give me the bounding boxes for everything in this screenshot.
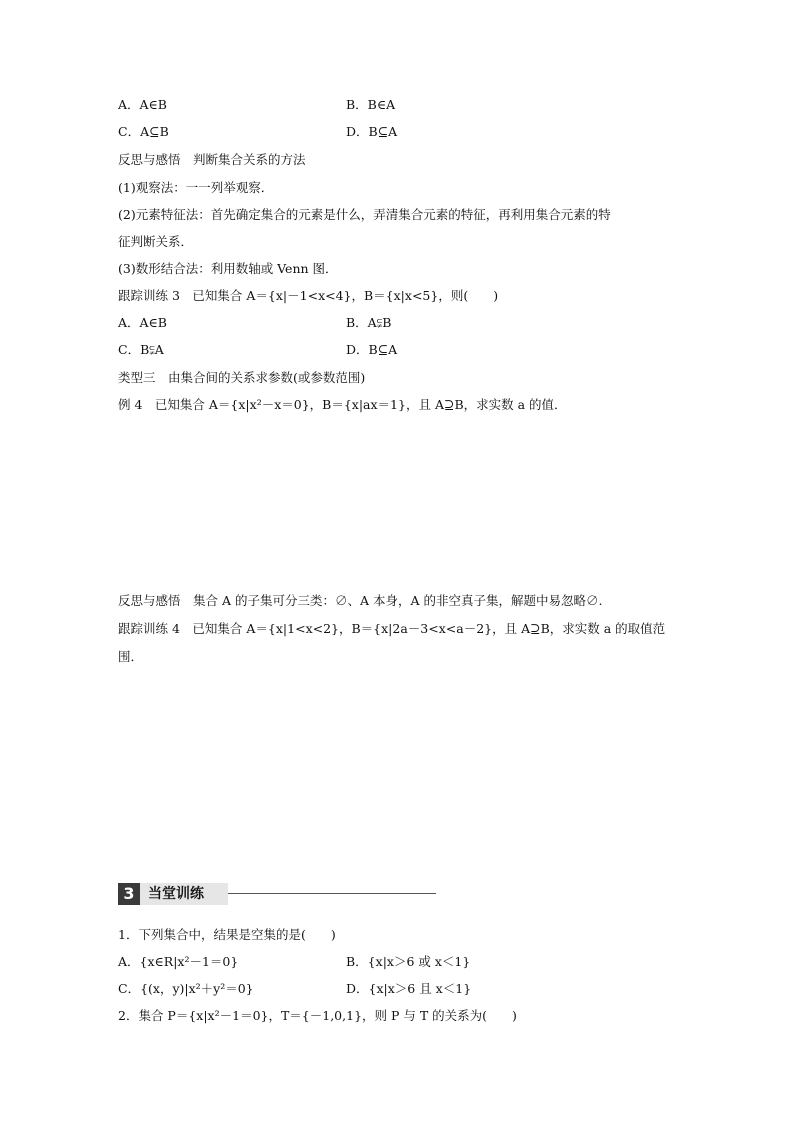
track4-line2: 围． [118, 649, 144, 664]
practice-q1-option-c: C．{(x，y)|x²＋y²＝0} [118, 981, 254, 996]
track3-stem: 跟踪训练 3 已知集合 A＝{x|－1<x<4}，B＝{x|x<5}，则( ) [118, 288, 499, 303]
section-number: 3 [118, 883, 140, 905]
track4-line1: 跟踪训练 4 已知集合 A＝{x|1<x<2}，B＝{x|2a－3<x<a－2}，且 A⊇B，求实数 a 的取值范 [118, 621, 666, 636]
method-number-shape: (3)数形结合法：利用数轴或 Venn 图． [118, 261, 338, 276]
method-observation: (1)观察法：一一列举观察． [118, 180, 274, 195]
prev-option-b: B．B∈A [346, 97, 396, 112]
section-divider [228, 893, 436, 894]
track3-option-a: A．A∈B [118, 315, 167, 330]
section-title: 当堂训练 [148, 886, 204, 902]
method-element-feature-line2: 征判断关系． [118, 234, 194, 249]
prev-option-a: A．A∈B [118, 97, 167, 112]
type3-heading: 类型三 由集合间的关系求参数(或参数范围) [118, 370, 366, 385]
practice-q1-option-b: B．{x|x＞6 或 x＜1} [346, 954, 471, 969]
track3-option-b: B．A⫋B [346, 315, 392, 330]
track3-option-c: C．B⫋A [118, 342, 164, 357]
prev-option-d: D．B⊆A [346, 124, 398, 139]
practice-q1-stem: 1．下列集合中，结果是空集的是( ) [118, 927, 336, 942]
method-element-feature-line1: (2)元素特征法：首先确定集合的元素是什么，弄清集合元素的特征，再利用集合元素的特 [118, 207, 611, 222]
practice-q1-option-d: D．{x|x＞6 且 x＜1} [346, 981, 472, 996]
reflection-heading: 反思与感悟 判断集合关系的方法 [118, 152, 306, 167]
prev-option-c: C．A⊆B [118, 124, 169, 139]
section-header [118, 883, 228, 905]
example4-text: 例 4 已知集合 A＝{x|x²－x＝0}，B＝{x|ax＝1}，且 A⊇B，求实数 a 的值． [118, 397, 567, 412]
practice-q2-stem: 2．集合 P＝{x|x²－1＝0}，T＝{－1,0,1}，则 P 与 T 的关系为( ) [118, 1008, 517, 1023]
reflection2-text: 反思与感悟 集合 A 的子集可分三类：∅、A 本身，A 的非空真子集，解题中易忽略∅. [118, 593, 603, 608]
practice-q1-option-a: A．{x∈R|x²－1＝0} [118, 954, 239, 969]
track3-option-d: D．B⊆A [346, 342, 398, 357]
